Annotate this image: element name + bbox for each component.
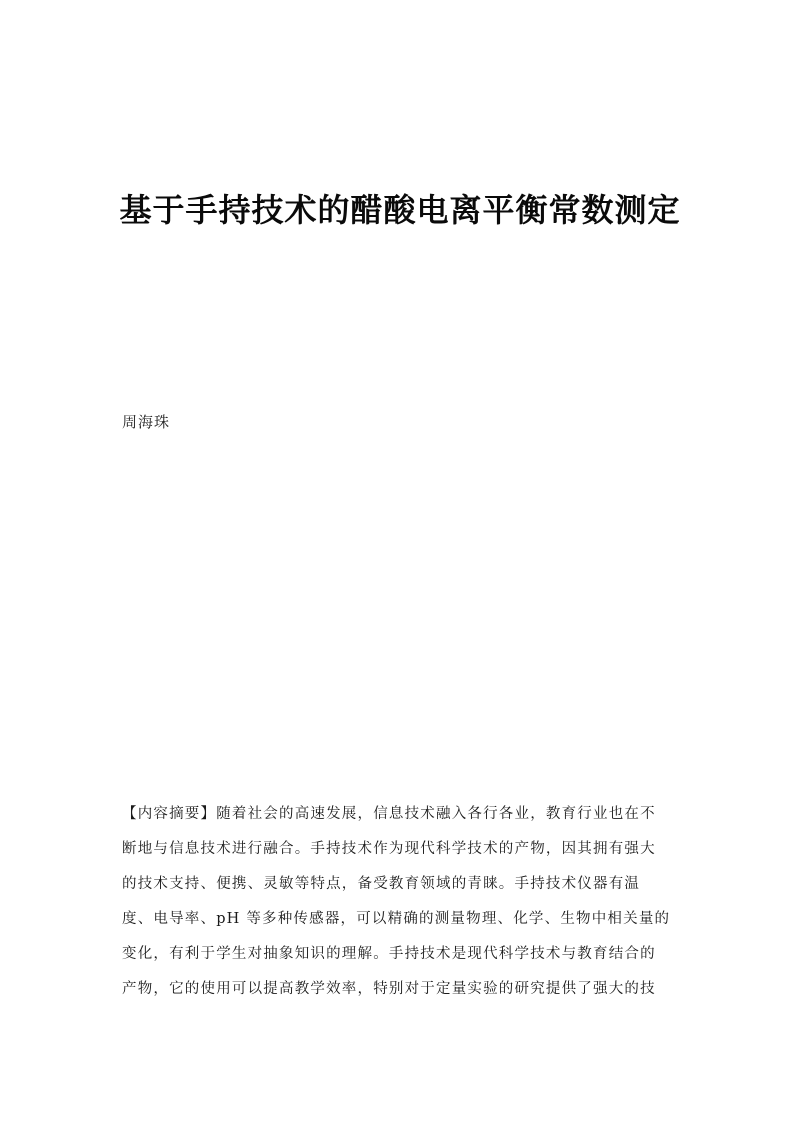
abstract-section bbox=[122, 800, 682, 1010]
abstract-line: 的技术支持、便携、灵敏等特点，备受教育领域的青睐。手持技术仪器有温 bbox=[122, 876, 641, 892]
abstract-line: 【内容摘要】随着社会的高速发展，信息技术融入各行各业，教育行业也在不 bbox=[122, 806, 656, 822]
abstract-line: 断地与信息技术进行融合。手持技术作为现代科学技术的产物，因其拥有强大 bbox=[122, 841, 656, 857]
abstract-line: 度、电导率、pH 等多种传感器，可以精确的测量物理、化学、生物中相关量的 bbox=[122, 911, 671, 927]
document-title: 基于手持技术的醋酸电离平衡常数测定 bbox=[119, 191, 681, 229]
abstract-line: 变化，有利于学生对抽象知识的理解。手持技术是现代科学技术与教育结合的 bbox=[122, 946, 656, 962]
abstract-line: 产物，它的使用可以提高教学效率，特别对于定量实验的研究提供了强大的技 bbox=[122, 981, 656, 997]
document-author: 周海珠 bbox=[122, 413, 171, 431]
